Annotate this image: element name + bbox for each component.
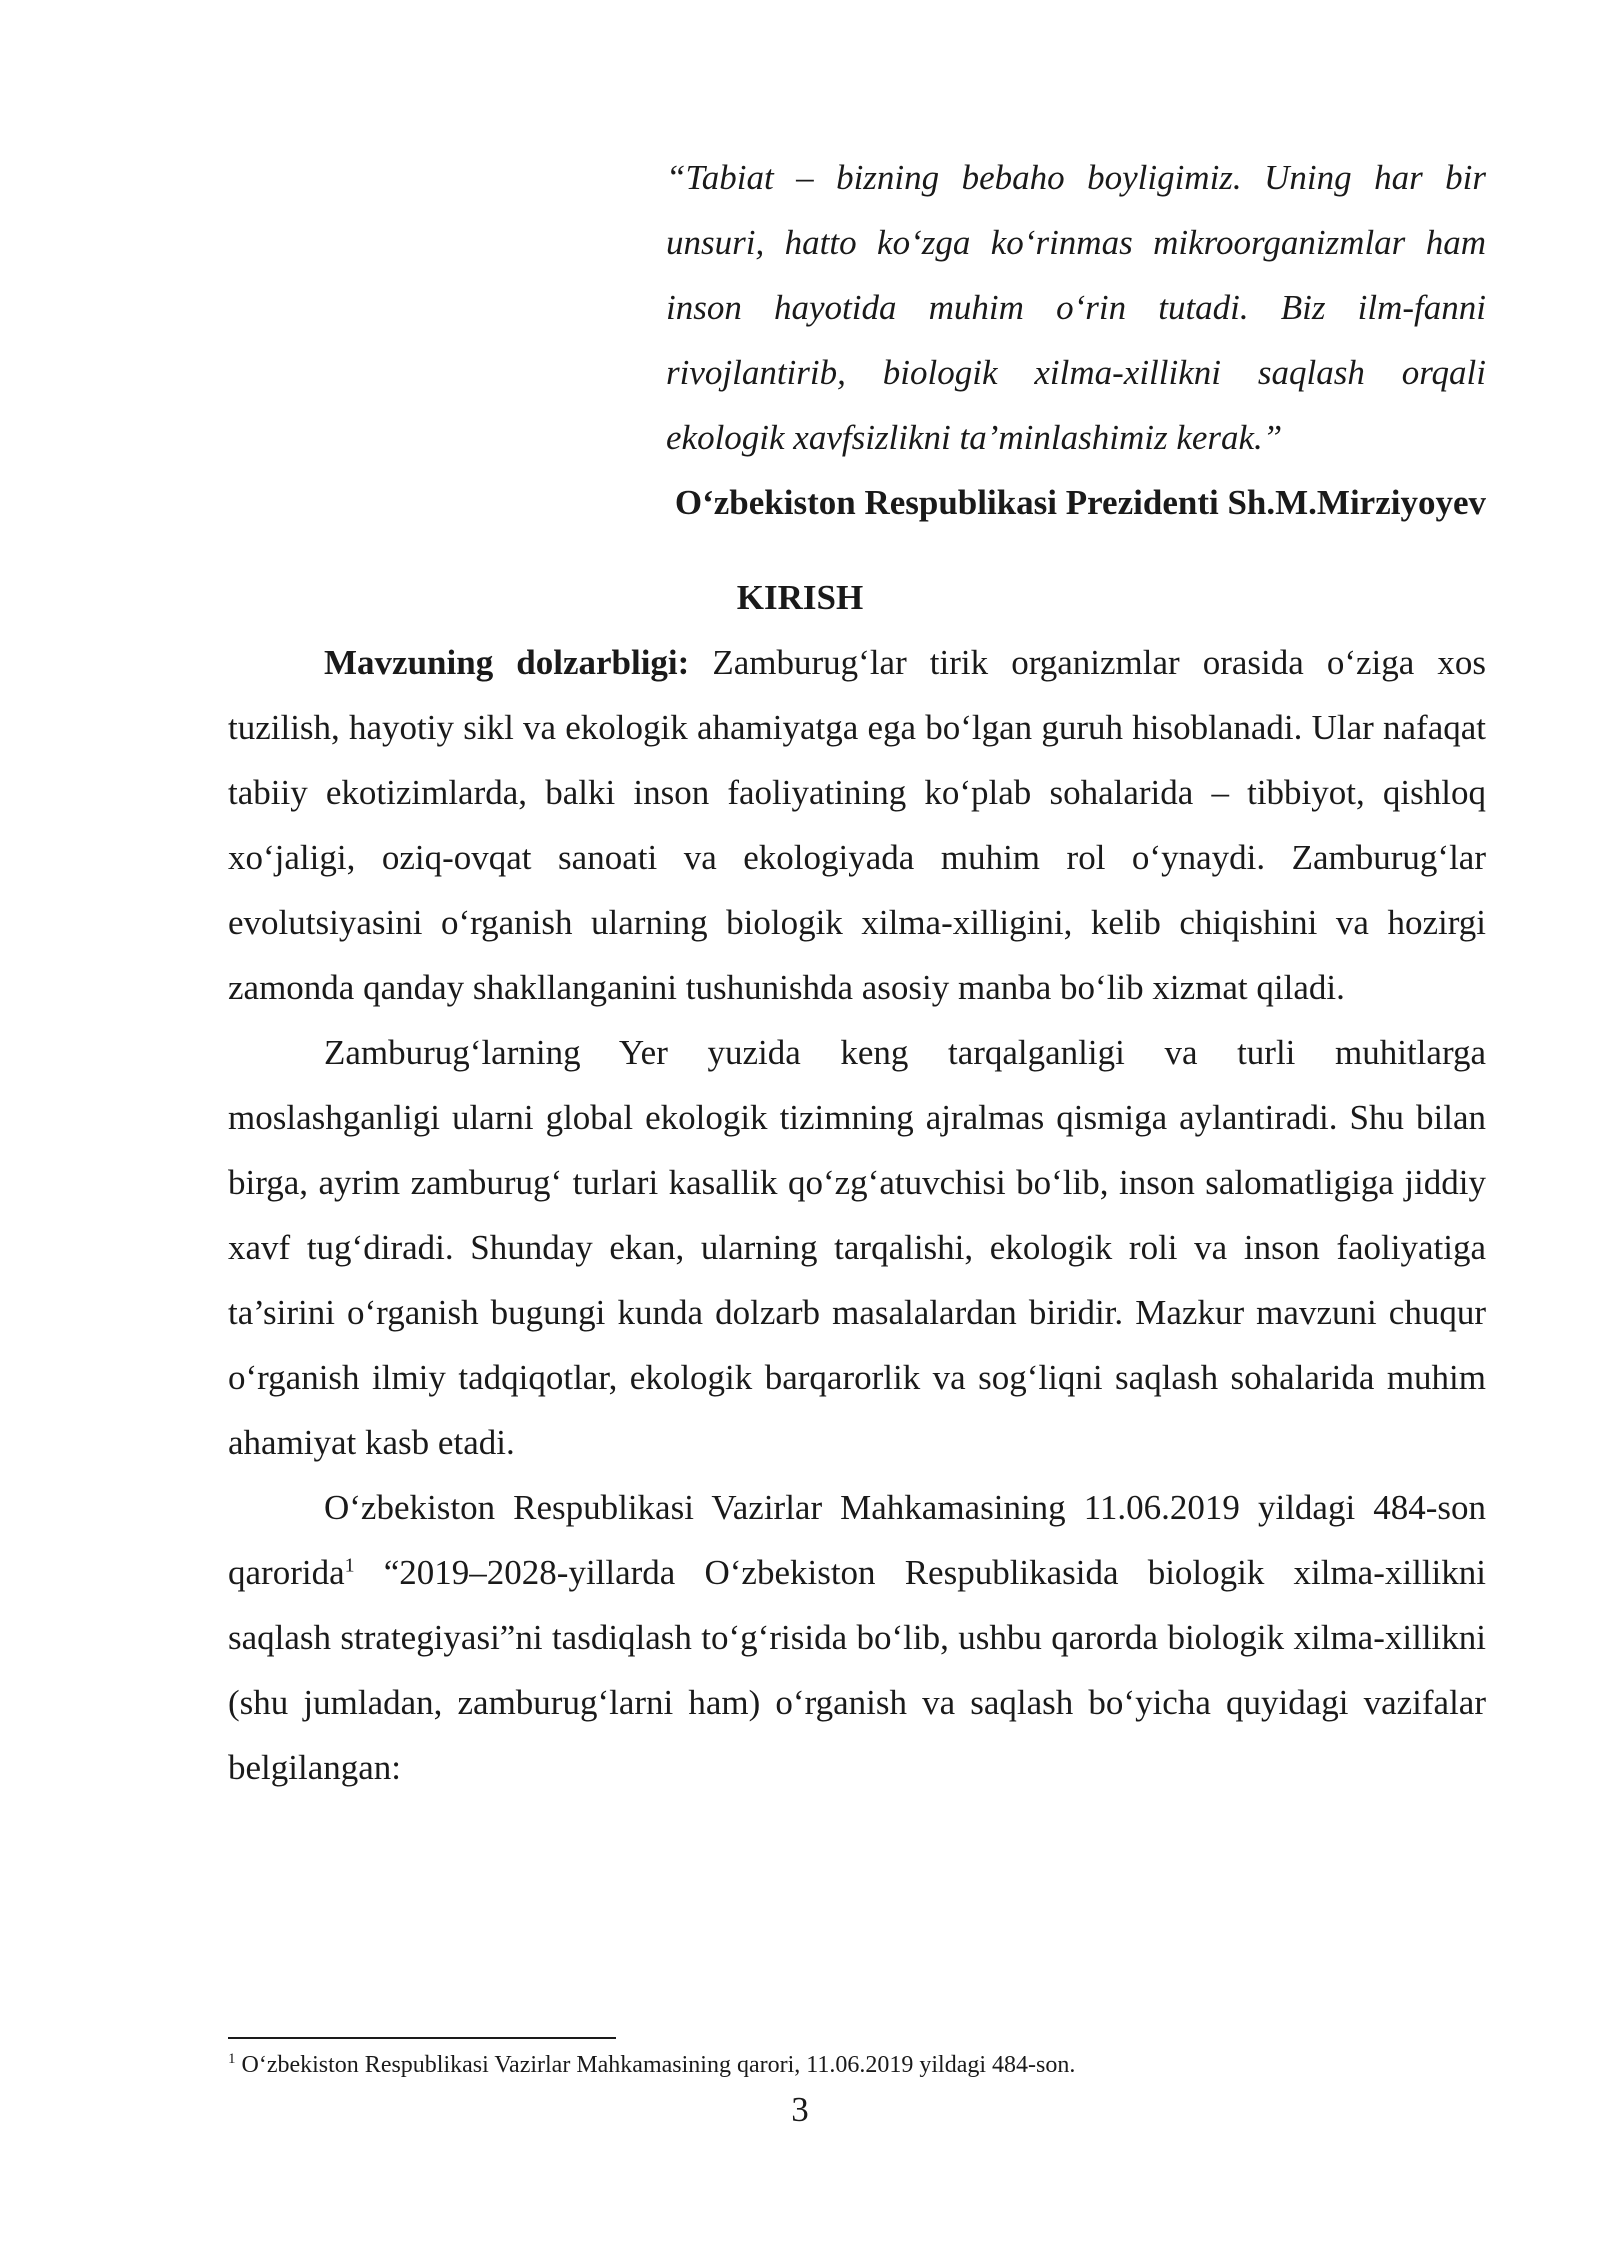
epigraph-author: O‘zbekiston Respublikasi Prezidenti Sh.M.Mirziyoyev bbox=[674, 483, 1486, 522]
footnote-marker: 1 bbox=[228, 2051, 236, 2067]
footnote-text: O‘zbekiston Respublikasi Vazirlar Mahkamasining qarori, 11.06.2019 yildagi 484-son. bbox=[241, 2052, 1076, 2078]
footnote-separator bbox=[228, 2037, 616, 2039]
footnote-reference[interactable]: 1 bbox=[344, 1554, 355, 1577]
section-body bbox=[228, 630, 1486, 1800]
paragraph-lead: Mavzuning dolzarbligi: bbox=[324, 643, 690, 682]
paragraph-decree bbox=[228, 1475, 1486, 1800]
paragraph-text: Zamburug‘lar tirik organizmlar orasida o‘ziga xos tuzilish, hayotiy sikl va ekologik ahamiyatga ega bo‘lgan guruh hisoblanadi. Ular nafaqat tabiiy ekotizimlarda, balki inson faoliyatining ko‘plab sohalarida – tibbiyot, qishloq xo‘jaligi, oziq-ovqat sanoati va ekologiyada muhim rol o‘ynaydi. Zamburug‘lar evolutsiyasini o‘rganish ularning biologik xilma-xilligini, kelib chiqishini va hozirgi zamonda qanday shakllanganini tushunishda asosiy manba bo‘lib xizmat qiladi. bbox=[228, 643, 1486, 1007]
epigraph-quote: “Tabiat – bizning bebaho boyligimiz. Uning har bir unsuri, hatto ko‘zga ko‘rinmas mikroorganizmlar ham inson hayotida muhim o‘rin tutadi. Biz ilm-fanni rivojlantirib, biologik xilma-xillikni saqlash orqali ekologik xavfsizlikni ta’minlashimiz kerak.” bbox=[666, 158, 1486, 457]
section-heading: KIRISH bbox=[736, 578, 864, 617]
page-number: 3 bbox=[791, 2090, 809, 2129]
paragraph-text: “2019–2028-yillarda O‘zbekiston Respublikasida biologik xilma-xillikni saqlash strategiyasi”ni tasdiqlash to‘g‘risida bo‘lib, ushbu qarorda biologik xilma-xillikni (shu jumladan, zamburug‘larni ham) o‘rganish va saqlash bo‘yicha quyidagi vazifalar belgilangan: bbox=[228, 1553, 1486, 1787]
paragraph-distribution: Zamburug‘larning Yer yuzida keng tarqalganligi va turli muhitlarga moslashganligi ularni global ekologik tizimning ajralmas qismiga aylantiradi. Shu bilan birga, ayrim zamburug‘ turlari kasallik qo‘zg‘atuvchisi bo‘lib, inson salomatligiga jiddiy xavf tug‘diradi. Shunday ekan, ularning tarqalishi, ekologik roli va inson faoliyatiga ta’sirini o‘rganish bugungi kunda dolzarb masalalardan biridir. Mazkur mavzuni chuqur o‘rganish ilmiy tadqiqotlar, ekologik barqarorlik va sog‘liqni saqlash sohalarida muhim ahamiyat kasb etadi. bbox=[228, 1033, 1486, 1462]
paragraph-relevance bbox=[228, 630, 1486, 1020]
footnote bbox=[228, 2048, 1075, 2082]
paragraph-text: O‘zbekiston Respublikasi Vazirlar Mahkamasining 11.06.2019 yildagi 484-son qarorida bbox=[228, 1488, 1486, 1592]
